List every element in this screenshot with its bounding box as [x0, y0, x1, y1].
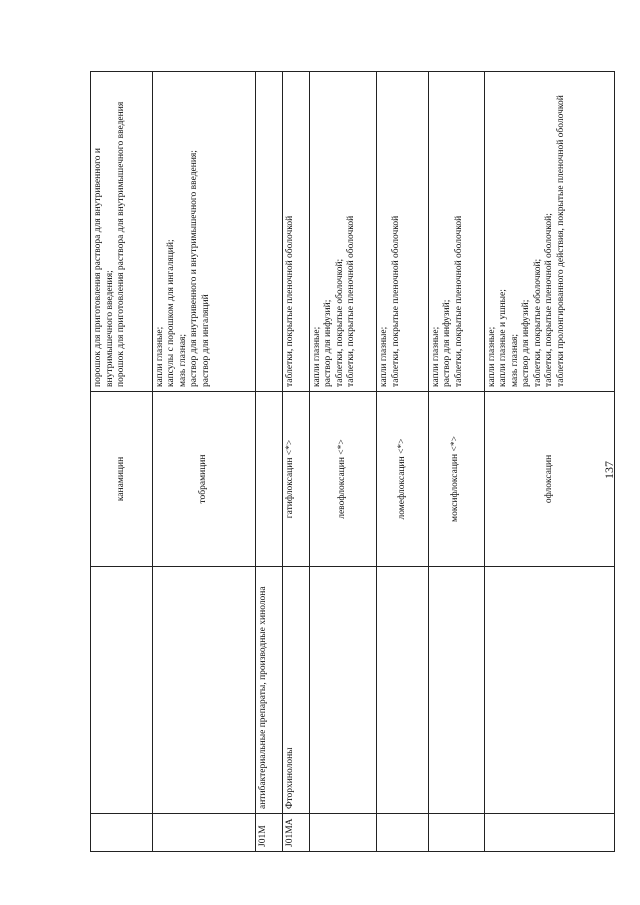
- atc-code-cell: J01M: [255, 814, 282, 852]
- dosage-form-line: мазь глазная;: [177, 333, 188, 387]
- table-row: [282, 72, 309, 852]
- dosage-form-line: капли глазные;: [311, 326, 322, 387]
- dosage-form-line: мазь глазная;: [509, 333, 520, 387]
- drug-name-cell: тобрамицин: [152, 392, 255, 567]
- dosage-form-line: таблетки, покрытые пленочной оболочкой: [284, 215, 295, 387]
- dosage-forms-cell: [309, 72, 376, 392]
- dosage-form-line: капли глазные;: [154, 326, 165, 387]
- group-name-cell: [91, 567, 153, 814]
- dosage-form-line: таблетки, покрытые оболочкой;: [532, 258, 543, 387]
- table-row: [255, 72, 282, 852]
- atc-code-cell: [152, 814, 255, 852]
- group-name-cell: [428, 567, 484, 814]
- dosage-forms-cell: [428, 72, 484, 392]
- group-name-cell: [152, 567, 255, 814]
- drug-table-body: [91, 72, 615, 852]
- atc-code-cell: [377, 814, 429, 852]
- atc-code-cell: [91, 814, 153, 852]
- drug-name-cell: гатифлоксацин <*>: [282, 392, 309, 567]
- rotated-table-container: [90, 72, 615, 852]
- dosage-form-line: капли глазные;: [430, 326, 441, 387]
- dosage-form-line: раствор для инфузий;: [323, 299, 334, 387]
- dosage-form-line: капли глазные;: [486, 326, 497, 387]
- drug-name-cell: офлоксацин: [484, 392, 614, 567]
- group-name-cell: Фторхинолоны: [282, 567, 309, 814]
- dosage-forms-cell: [484, 72, 614, 392]
- table-row: [152, 72, 255, 852]
- dosage-form-line: капли глазные и ушные;: [498, 289, 509, 387]
- dosage-form-line: таблетки, покрытые оболочкой;: [334, 258, 345, 387]
- dosage-forms-cell: [91, 72, 153, 392]
- drug-name-cell: левофлоксацин <*>: [309, 392, 376, 567]
- dosage-forms-cell: [282, 72, 309, 392]
- group-name-cell: [377, 567, 429, 814]
- atc-code-cell: J01MA: [282, 814, 309, 852]
- table-row: [428, 72, 484, 852]
- dosage-form-line: раствор для внутривенного и внутримышечного введения;: [189, 150, 200, 387]
- group-name-cell: [484, 567, 614, 814]
- drug-name-cell: ломефлоксацин <*>: [377, 392, 429, 567]
- dosage-form-line: раствор для инфузий;: [442, 299, 453, 387]
- dosage-form-line: таблетки, покрытые пленочной оболочкой: [390, 215, 401, 387]
- dosage-form-line: порошок для приготовления раствора для внутримышечного введения: [116, 101, 126, 387]
- dosage-form-line: таблетки пролонгированного действия, покрытые пленочной оболочкой: [555, 95, 566, 387]
- drug-name-cell: моксифлоксацин <*>: [428, 392, 484, 567]
- dosage-form-line: раствор для инфузий;: [521, 299, 532, 387]
- table-row: [309, 72, 376, 852]
- dosage-form-line: порошок для приготовления раствора для внутривенного и внутримышечного введения;: [93, 148, 115, 387]
- drug-name-cell: [255, 392, 282, 567]
- dosage-forms-cell: [152, 72, 255, 392]
- dosage-forms-cell: [255, 72, 282, 392]
- drug-name-cell: канамицин: [91, 392, 153, 567]
- table-row: [91, 72, 153, 852]
- dosage-forms-cell: [377, 72, 429, 392]
- page-number: 137: [602, 461, 616, 479]
- dosage-form-line: таблетки, покрытые пленочной оболочкой;: [544, 213, 555, 387]
- atc-code-cell: [309, 814, 376, 852]
- dosage-form-line: капли глазные;: [379, 326, 390, 387]
- drug-table: [90, 71, 615, 852]
- dosage-form-line: таблетки, покрытые пленочной оболочкой: [346, 215, 357, 387]
- group-name-cell: антибактериальные препараты, производные хинолона: [255, 567, 282, 814]
- atc-code-cell: [428, 814, 484, 852]
- dosage-form-line: таблетки, покрытые пленочной оболочкой: [453, 215, 464, 387]
- dosage-form-line: капсулы с порошком для ингаляций;: [166, 239, 177, 387]
- group-name-cell: [309, 567, 376, 814]
- table-row: [377, 72, 429, 852]
- atc-code-cell: [484, 814, 614, 852]
- dosage-form-line: раствор для ингаляций: [200, 294, 211, 387]
